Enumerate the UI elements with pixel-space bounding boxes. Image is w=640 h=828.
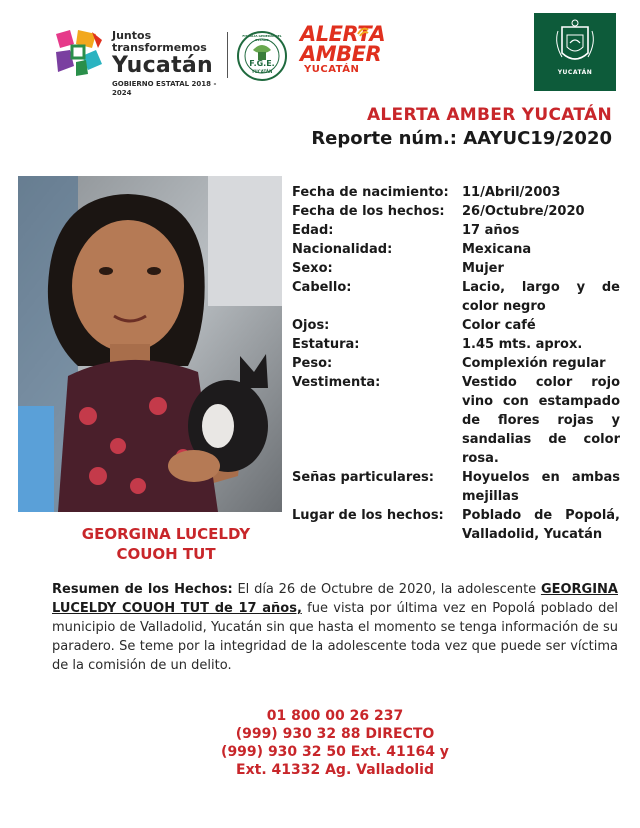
detail-value: Hoyuelos en ambas mejillas — [462, 470, 620, 504]
detail-label: Edad: — [292, 223, 334, 238]
detail-label: Estatura: — [292, 337, 360, 352]
detail-label: Sexo: — [292, 261, 333, 276]
logo-juntos-transformemos-yucatan — [52, 26, 232, 97]
summary-text-part2: fue vista por última vez en Popolá poblado del municipio de Valladolid, Yucatán sin que hasta el momento se tenga información de su paradero. Se teme por la integridad de la adolescente toda vez que puede ser víctima de la comisión de un delito. — [52, 601, 618, 673]
summary-heading: Resumen de los Hechos: — [52, 582, 233, 597]
amber-logo-state: YUCATÁN — [304, 64, 360, 75]
alert-waves-icon — [356, 24, 370, 38]
detail-row-eyes — [292, 316, 622, 335]
contact-line-direct: (999) 930 32 88 DIRECTO — [235, 726, 435, 742]
detail-label: Nacionalidad: — [292, 242, 393, 257]
header-divider — [227, 32, 228, 78]
detail-value: 17 años — [462, 223, 520, 238]
detail-row-age — [292, 221, 622, 240]
missing-person-photo — [18, 176, 282, 512]
detail-row-clothing — [292, 373, 622, 468]
detail-label: Peso: — [292, 356, 333, 371]
yucatan-state-badge — [534, 13, 616, 91]
detail-row-weight — [292, 354, 622, 373]
logo-tagline: Juntos transformemos — [112, 29, 207, 54]
detail-row-height — [292, 335, 622, 354]
detail-row-birthdate — [292, 183, 622, 202]
detail-row-event-location — [292, 506, 622, 544]
summary-person-highlight: GEORGINA LUCELDY COUOH TUT de 17 años, — [52, 582, 618, 616]
detail-label: Fecha de los hechos: — [292, 204, 445, 219]
detail-value: 26/Octubre/2020 — [462, 204, 585, 219]
detail-value: Color café — [462, 318, 536, 333]
detail-value: 1.45 mts. aprox. — [462, 337, 583, 352]
detail-row-event-date — [292, 202, 622, 221]
contact-line-valladolid: Ext. 41332 Ag. Valladolid — [236, 762, 434, 778]
logo-government-period: GOBIERNO ESTATAL 2018 - 2024 — [112, 80, 217, 97]
contact-line-toll-free: 01 800 00 26 237 — [266, 708, 404, 724]
detail-label: Lugar de los hechos: — [292, 508, 444, 523]
yucatan-coat-of-arms-icon — [534, 13, 616, 91]
amber-logo-word-amber: AMBER — [300, 42, 382, 66]
person-photo-illustration — [18, 176, 282, 512]
detail-value: Mujer — [462, 261, 504, 276]
facts-summary — [52, 580, 618, 675]
detail-value: 11/Abril/2003 — [462, 185, 561, 200]
fge-seal-logo — [236, 30, 288, 82]
detail-value: Complexión regular — [462, 356, 606, 371]
summary-text-part1: El día 26 de Octubre de 2020, la adolescente — [232, 582, 541, 597]
detail-row-distinguishing-marks — [292, 468, 622, 506]
fge-seal-state: YUCATÁN — [251, 69, 273, 74]
detail-value: Vestido color rojo vino con estampado de flores rojas y sandalias de color rosa. — [462, 375, 620, 466]
fge-seal-ring-text: FISCALÍA GENERAL DEL ESTADO — [242, 34, 282, 42]
badge-state-label: YUCATÁN — [557, 69, 593, 76]
detail-value: Poblado de Popolá, Valladolid, Yucatán — [462, 508, 620, 542]
yucatan-logo-mark-icon — [52, 28, 104, 78]
detail-label: Fecha de nacimiento: — [292, 185, 449, 200]
missing-person-name — [18, 524, 314, 564]
report-number: Reporte núm.: AAYUC19/2020 — [311, 128, 612, 149]
detail-value: Lacio, largo y de color negro — [462, 280, 620, 314]
detail-row-nationality — [292, 240, 622, 259]
detail-label: Cabello: — [292, 280, 352, 295]
name-line-1: GEORGINA LUCELDY — [81, 525, 251, 543]
person-details-list — [292, 183, 622, 544]
amber-logo-word-alerta: ALERTA — [300, 22, 386, 46]
name-line-2: COUOH TUT — [116, 545, 216, 563]
alert-title-block — [311, 104, 612, 152]
contact-numbers — [180, 707, 490, 779]
logo-state-name: Yucatán — [112, 53, 214, 78]
detail-label: Vestimenta: — [292, 375, 381, 390]
fge-initials: F.G.E. — [249, 59, 275, 68]
alert-title: ALERTA AMBER YUCATÁN — [366, 105, 612, 125]
detail-value: Mexicana — [462, 242, 532, 257]
detail-label: Ojos: — [292, 318, 330, 333]
alerta-amber-yucatan-logo — [300, 22, 386, 75]
detail-row-hair — [292, 278, 622, 316]
contact-line-extension: (999) 930 32 50 Ext. 41164 y — [221, 744, 449, 760]
detail-label: Señas particulares: — [292, 470, 434, 485]
detail-row-sex — [292, 259, 622, 278]
